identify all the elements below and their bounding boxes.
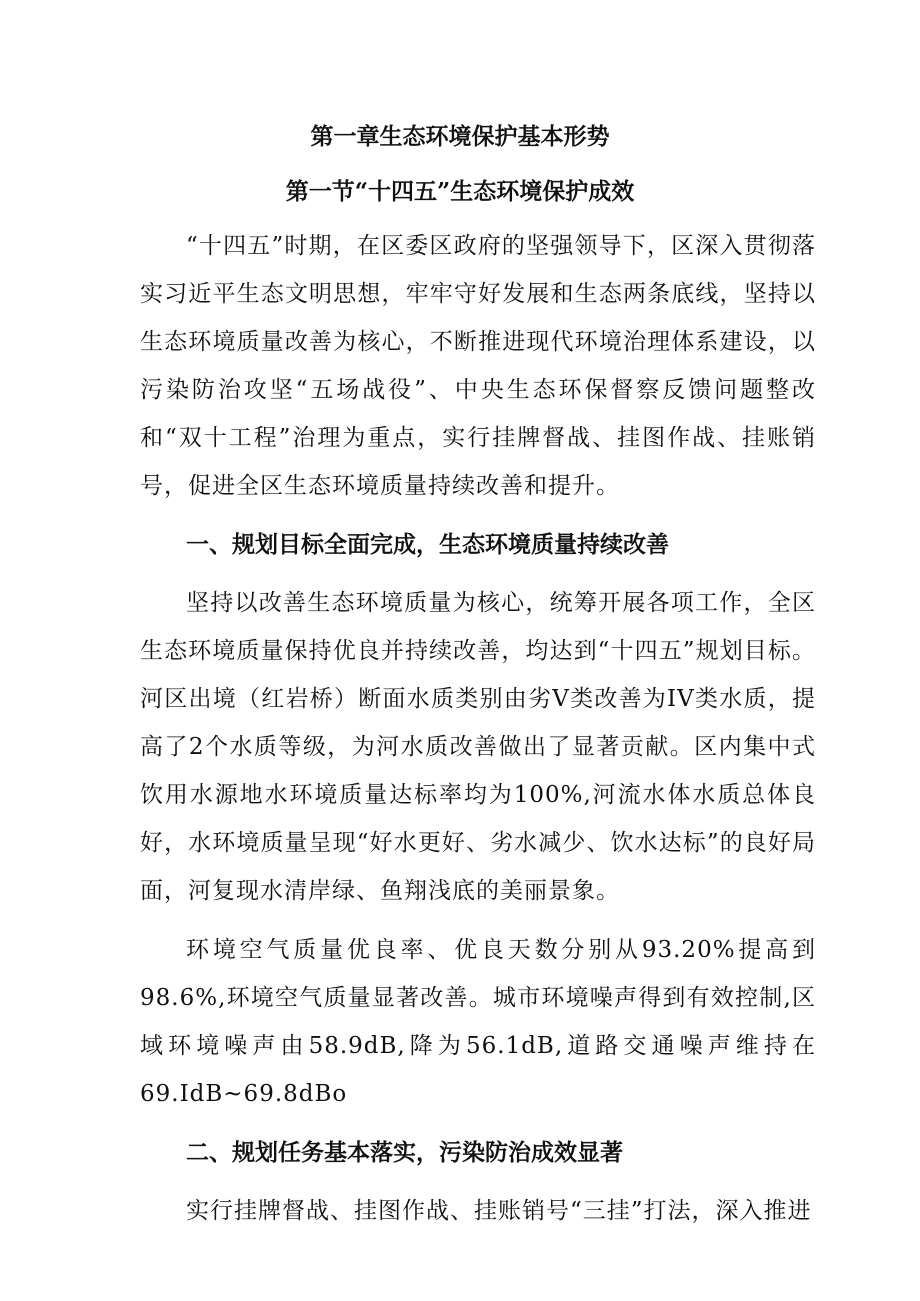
paragraph-three-hang-approach: 实行挂牌督战、挂图作战、挂账销号“三挂”打法，深入推进 bbox=[186, 1198, 812, 1224]
paragraph-air-noise: 环境空气质量优良率、优良天数分别从93.20%提高到98.6%,环境空气质量显著改善。城市环境噪声得到有效控制,区域环境噪声由58.9dB,降为56.1dB,道路交通噪声维持在69.IdB~69.8dBo bbox=[140, 937, 816, 1107]
heading-targets-completed: 一、规划目标全面完成，生态环境质量持续改善 bbox=[186, 531, 669, 558]
paragraph-water-quality: 坚持以改善生态环境质量为核心，统筹开展各项工作，全区生态环境质量保持优良并持续改善，均达到“十四五”规划目标。河区出境（红岩桥）断面水质类别由劣V类改善为IV类水质，提高了2个水质等级，为河水质改善做出了显著贡献。区内集中式饮用水源地水环境质量达标率均为100%,河流水体水质总体良好，水环境质量呈现“好水更好、劣水减少、饮水达标”的良好局面，河复现水清岸绿、鱼翔浅底的美丽景象。 bbox=[140, 590, 816, 904]
heading-tasks-implemented: 二、规划任务基本落实，污染防治成效显著 bbox=[186, 1139, 623, 1166]
intro-paragraph: “十四五”时期，在区委区政府的坚强领导下，区深入贯彻落实习近平生态文明思想，牢牢守好发展和生态两条底线，坚持以生态环境质量改善为核心，不断推进现代环境治理体系建设，以污染防治攻坚“五场战役”、中央生态环保督察反馈问题整改和“双十工程”治理为重点，实行挂牌督战、挂图作战、挂账销号，促进全区生态环境质量持续改善和提升。 bbox=[140, 233, 816, 499]
section-title: 第一节“十四五”生态环境保护成效 bbox=[285, 178, 635, 205]
chapter-title: 第一章生态环境保护基本形势 bbox=[310, 124, 610, 150]
